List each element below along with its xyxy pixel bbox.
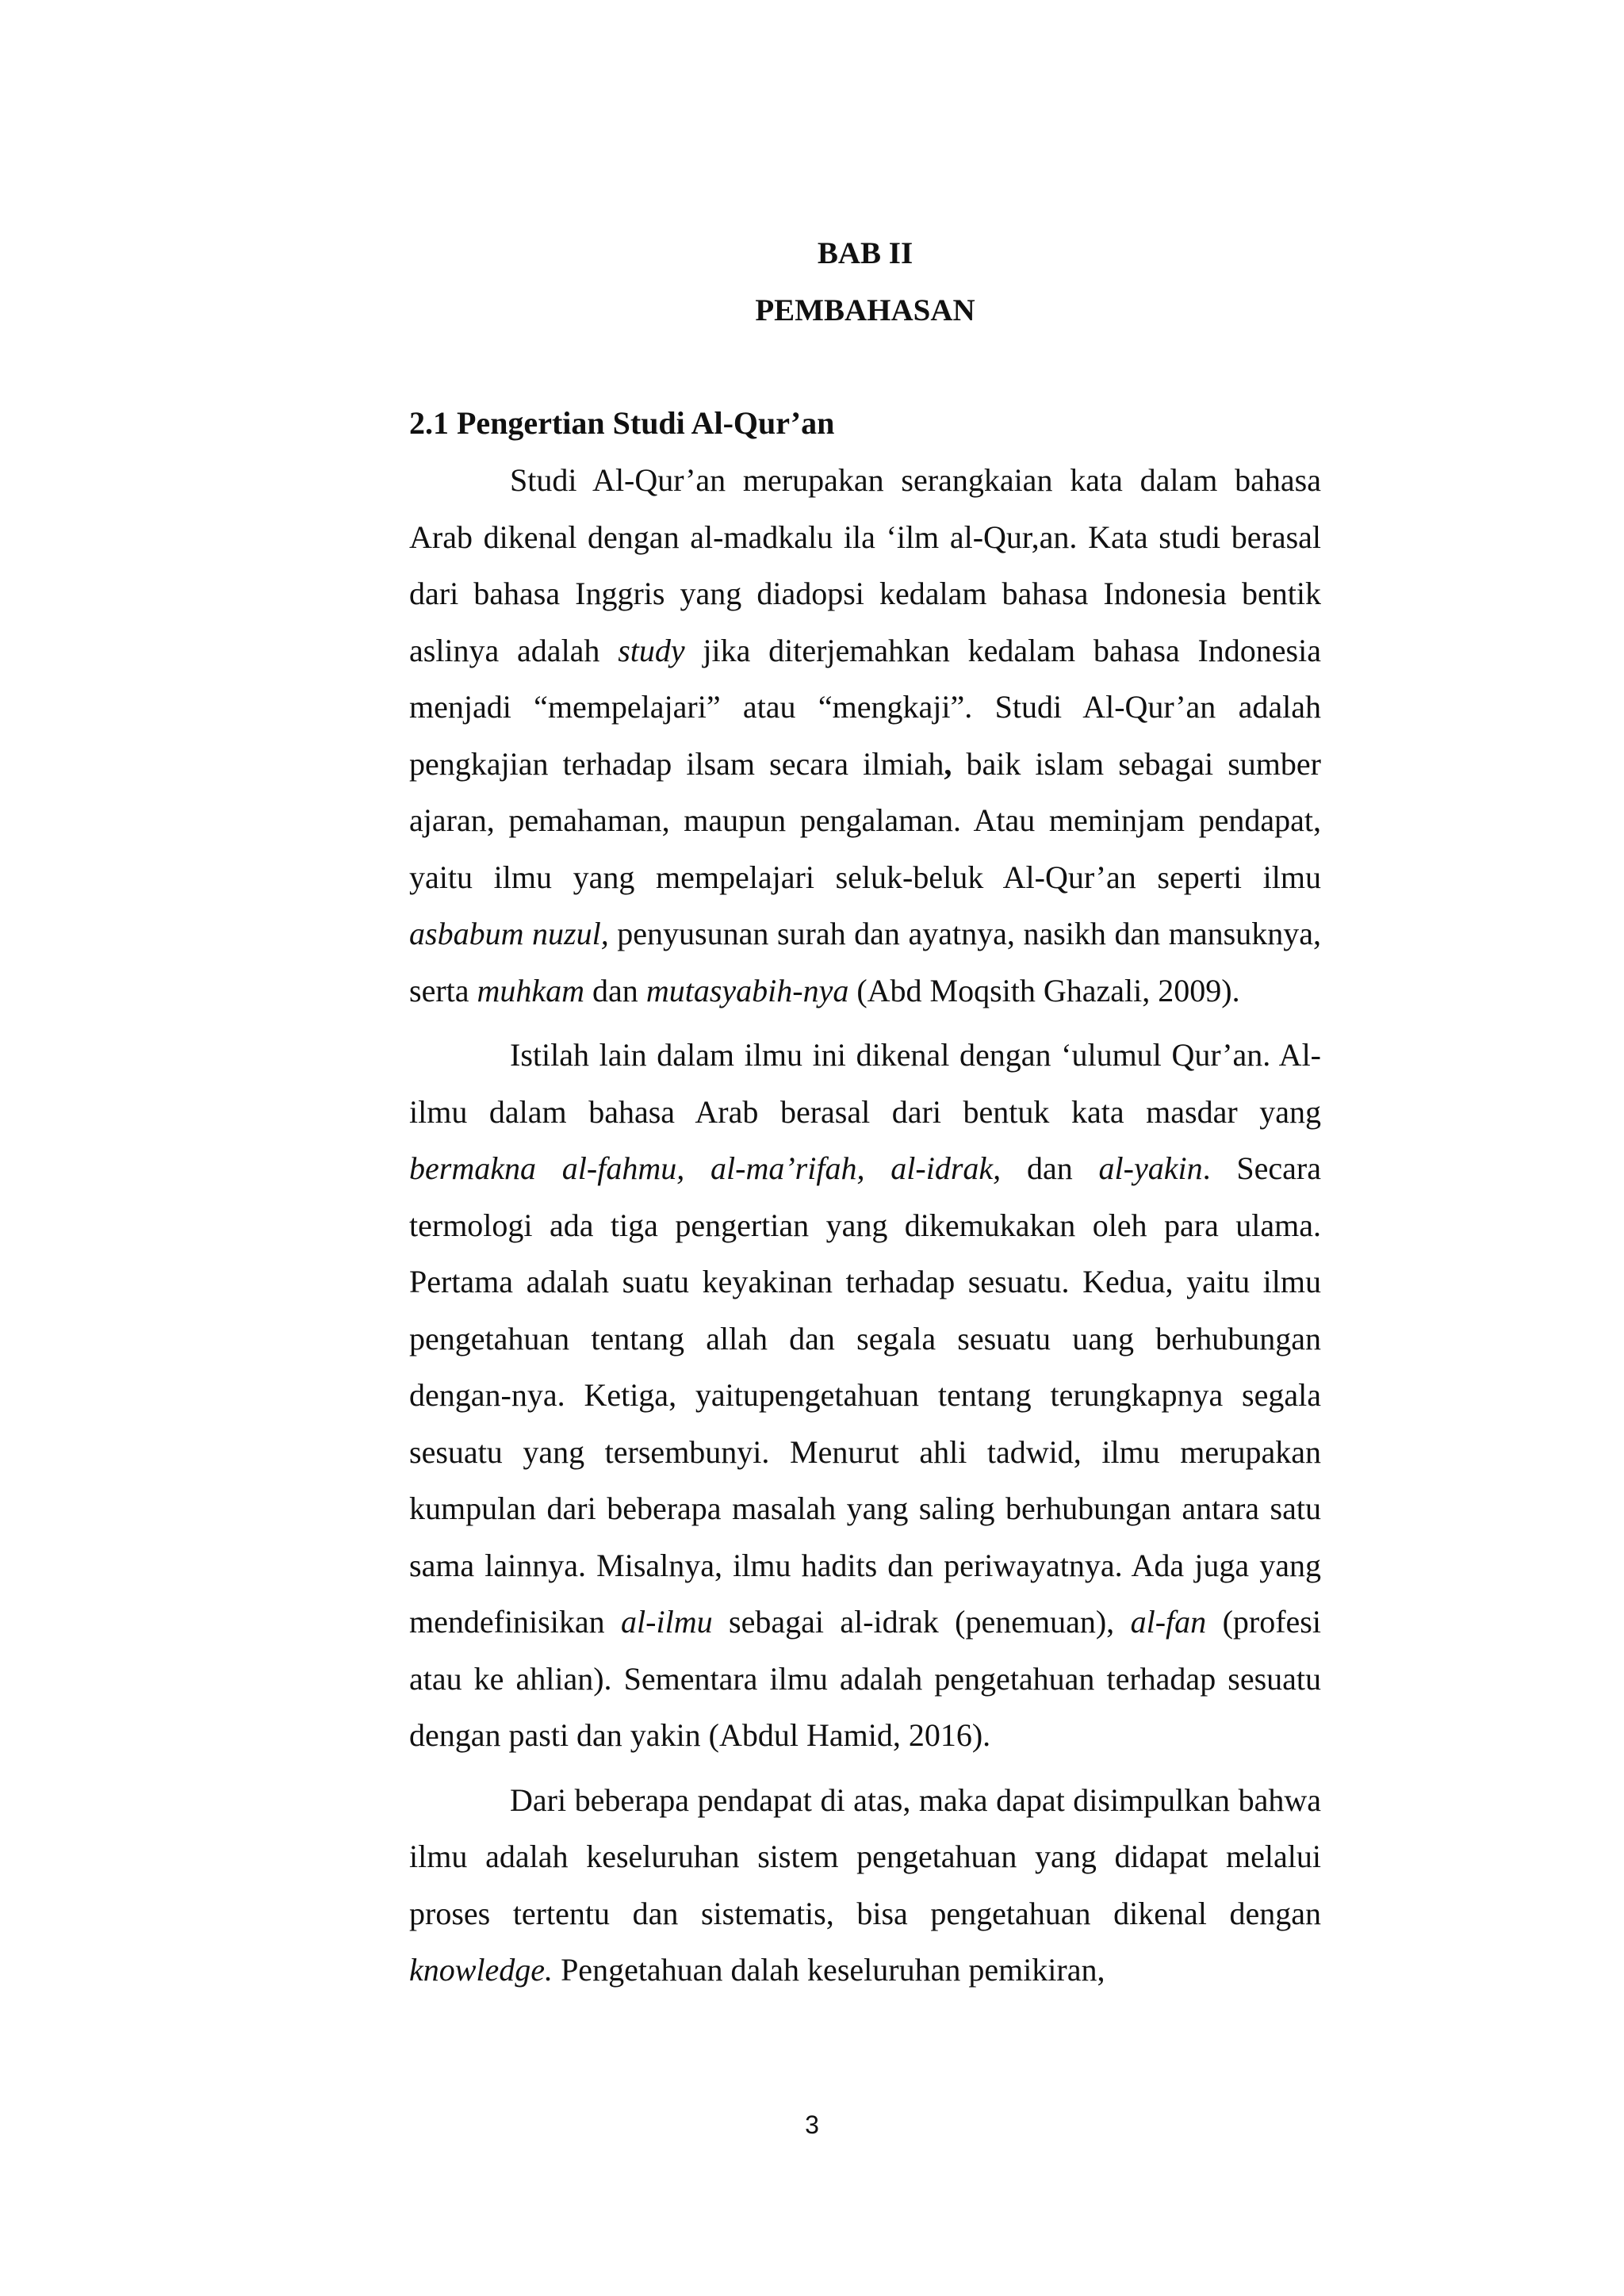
bold-comma: , (944, 745, 952, 782)
chapter-title: PEMBAHASAN (755, 293, 975, 327)
paragraph-2-text-5: (profesi atau ke ahlian). Sementara ilmu adalah pengetahuan terhadap sesuatu dengan pasti dan yakin (Abdul Hamid, 2016). (409, 1604, 1321, 1753)
paragraph-2-text-1: Istilah lain dalam ilmu ini dikenal dengan ‘ulumul Qur’an. Al-ilmu dalam bahasa Arab berasal dari bentuk kata masdar yang (409, 1037, 1321, 1130)
paragraph-2-text-2: dan (1001, 1150, 1099, 1186)
term-study: study (618, 632, 685, 668)
term-asbabum-nuzul: asbabum nuzul, (409, 916, 609, 951)
paragraph-2 (409, 1027, 1321, 1764)
term-bermakna: bermakna al-fahmu, al-ma’rifah, al-idrak, (409, 1150, 1002, 1186)
paragraph-3 (409, 1772, 1321, 1999)
paragraph-3-text-2: Pengetahuan dalah keseluruhan pemikiran, (553, 1952, 1105, 1988)
section-heading: 2.1 Pengertian Studi Al-Qur’an (409, 405, 835, 441)
body-text (409, 452, 1321, 2007)
page-number: 3 (805, 2110, 819, 2139)
paragraph-1-text-2: jika diterjemahkan kedalam bahasa Indonesia menjadi “mempelajari” atau “mengkaji”. Studi Al-Qur’an adalah pengkajian terhadap ilsam secara ilmiah (409, 632, 1321, 782)
term-al-fan: al-fan (1130, 1604, 1207, 1640)
term-muhkam: muhkam (477, 972, 585, 1008)
paragraph-2-text-4: sebagai al-idrak (penemuan), (712, 1604, 1131, 1640)
paragraph-1-text-6: (Abd Moqsith Ghazali, 2009). (848, 972, 1240, 1008)
paragraph-2-text-3: . Secara termologi ada tiga pengertian yang dikemukakan oleh para ulama. Pertama adalah suatu keyakinan terhadap sesuatu. Kedua, yaitu ilmu pengetahuan tentang allah dan segala sesuatu uang berhubungan dengan-nya. Ketiga, yaitupengetahuan tentang terungkapnya segala sesuatu yang tersembunyi. Menurut ahli tadwid, ilmu merupakan kumpulan dari beberapa masalah yang saling berhubungan antara satu sama lainnya. Misalnya, ilmu hadits dan periwayatnya. Ada juga yang mendefinisikan (409, 1150, 1321, 1640)
paragraph-1-text-5: dan (584, 972, 646, 1008)
paragraph-1-text-3: baik islam sebagai sumber ajaran, pemahaman, maupun pengalaman. Atau meminjam pendapat, yaitu ilmu yang mempelajari seluk-beluk Al-Qur’an seperti ilmu (409, 745, 1321, 895)
paragraph-1 (409, 452, 1321, 1019)
paragraph-1-text-4: penyusunan surah dan ayatnya, nasikh dan mansuknya, serta (409, 916, 1321, 1008)
paragraph-1-text-1: Studi Al-Qur’an merupakan serangkaian kata dalam bahasa Arab dikenal dengan al-madkalu ila ‘ilm al-Qur,an. Kata studi berasal dari bahasa Inggris yang diadopsi kedalam bahasa Indonesia bentik aslinya adalah (409, 462, 1321, 668)
chapter-number: BAB II (817, 236, 914, 270)
paragraph-3-text-1: Dari beberapa pendapat di atas, maka dapat disimpulkan bahwa ilmu adalah keseluruhan sistem pengetahuan yang didapat melalui proses tertentu dan sistematis, bisa pengetahuan dikenal dengan (409, 1781, 1321, 1931)
term-al-yakin: al-yakin (1098, 1150, 1203, 1186)
term-al-ilmu: al-ilmu (621, 1604, 713, 1640)
term-knowledge: knowledge. (409, 1952, 553, 1988)
term-mutasyabih: mutasyabih-nya (645, 972, 849, 1008)
